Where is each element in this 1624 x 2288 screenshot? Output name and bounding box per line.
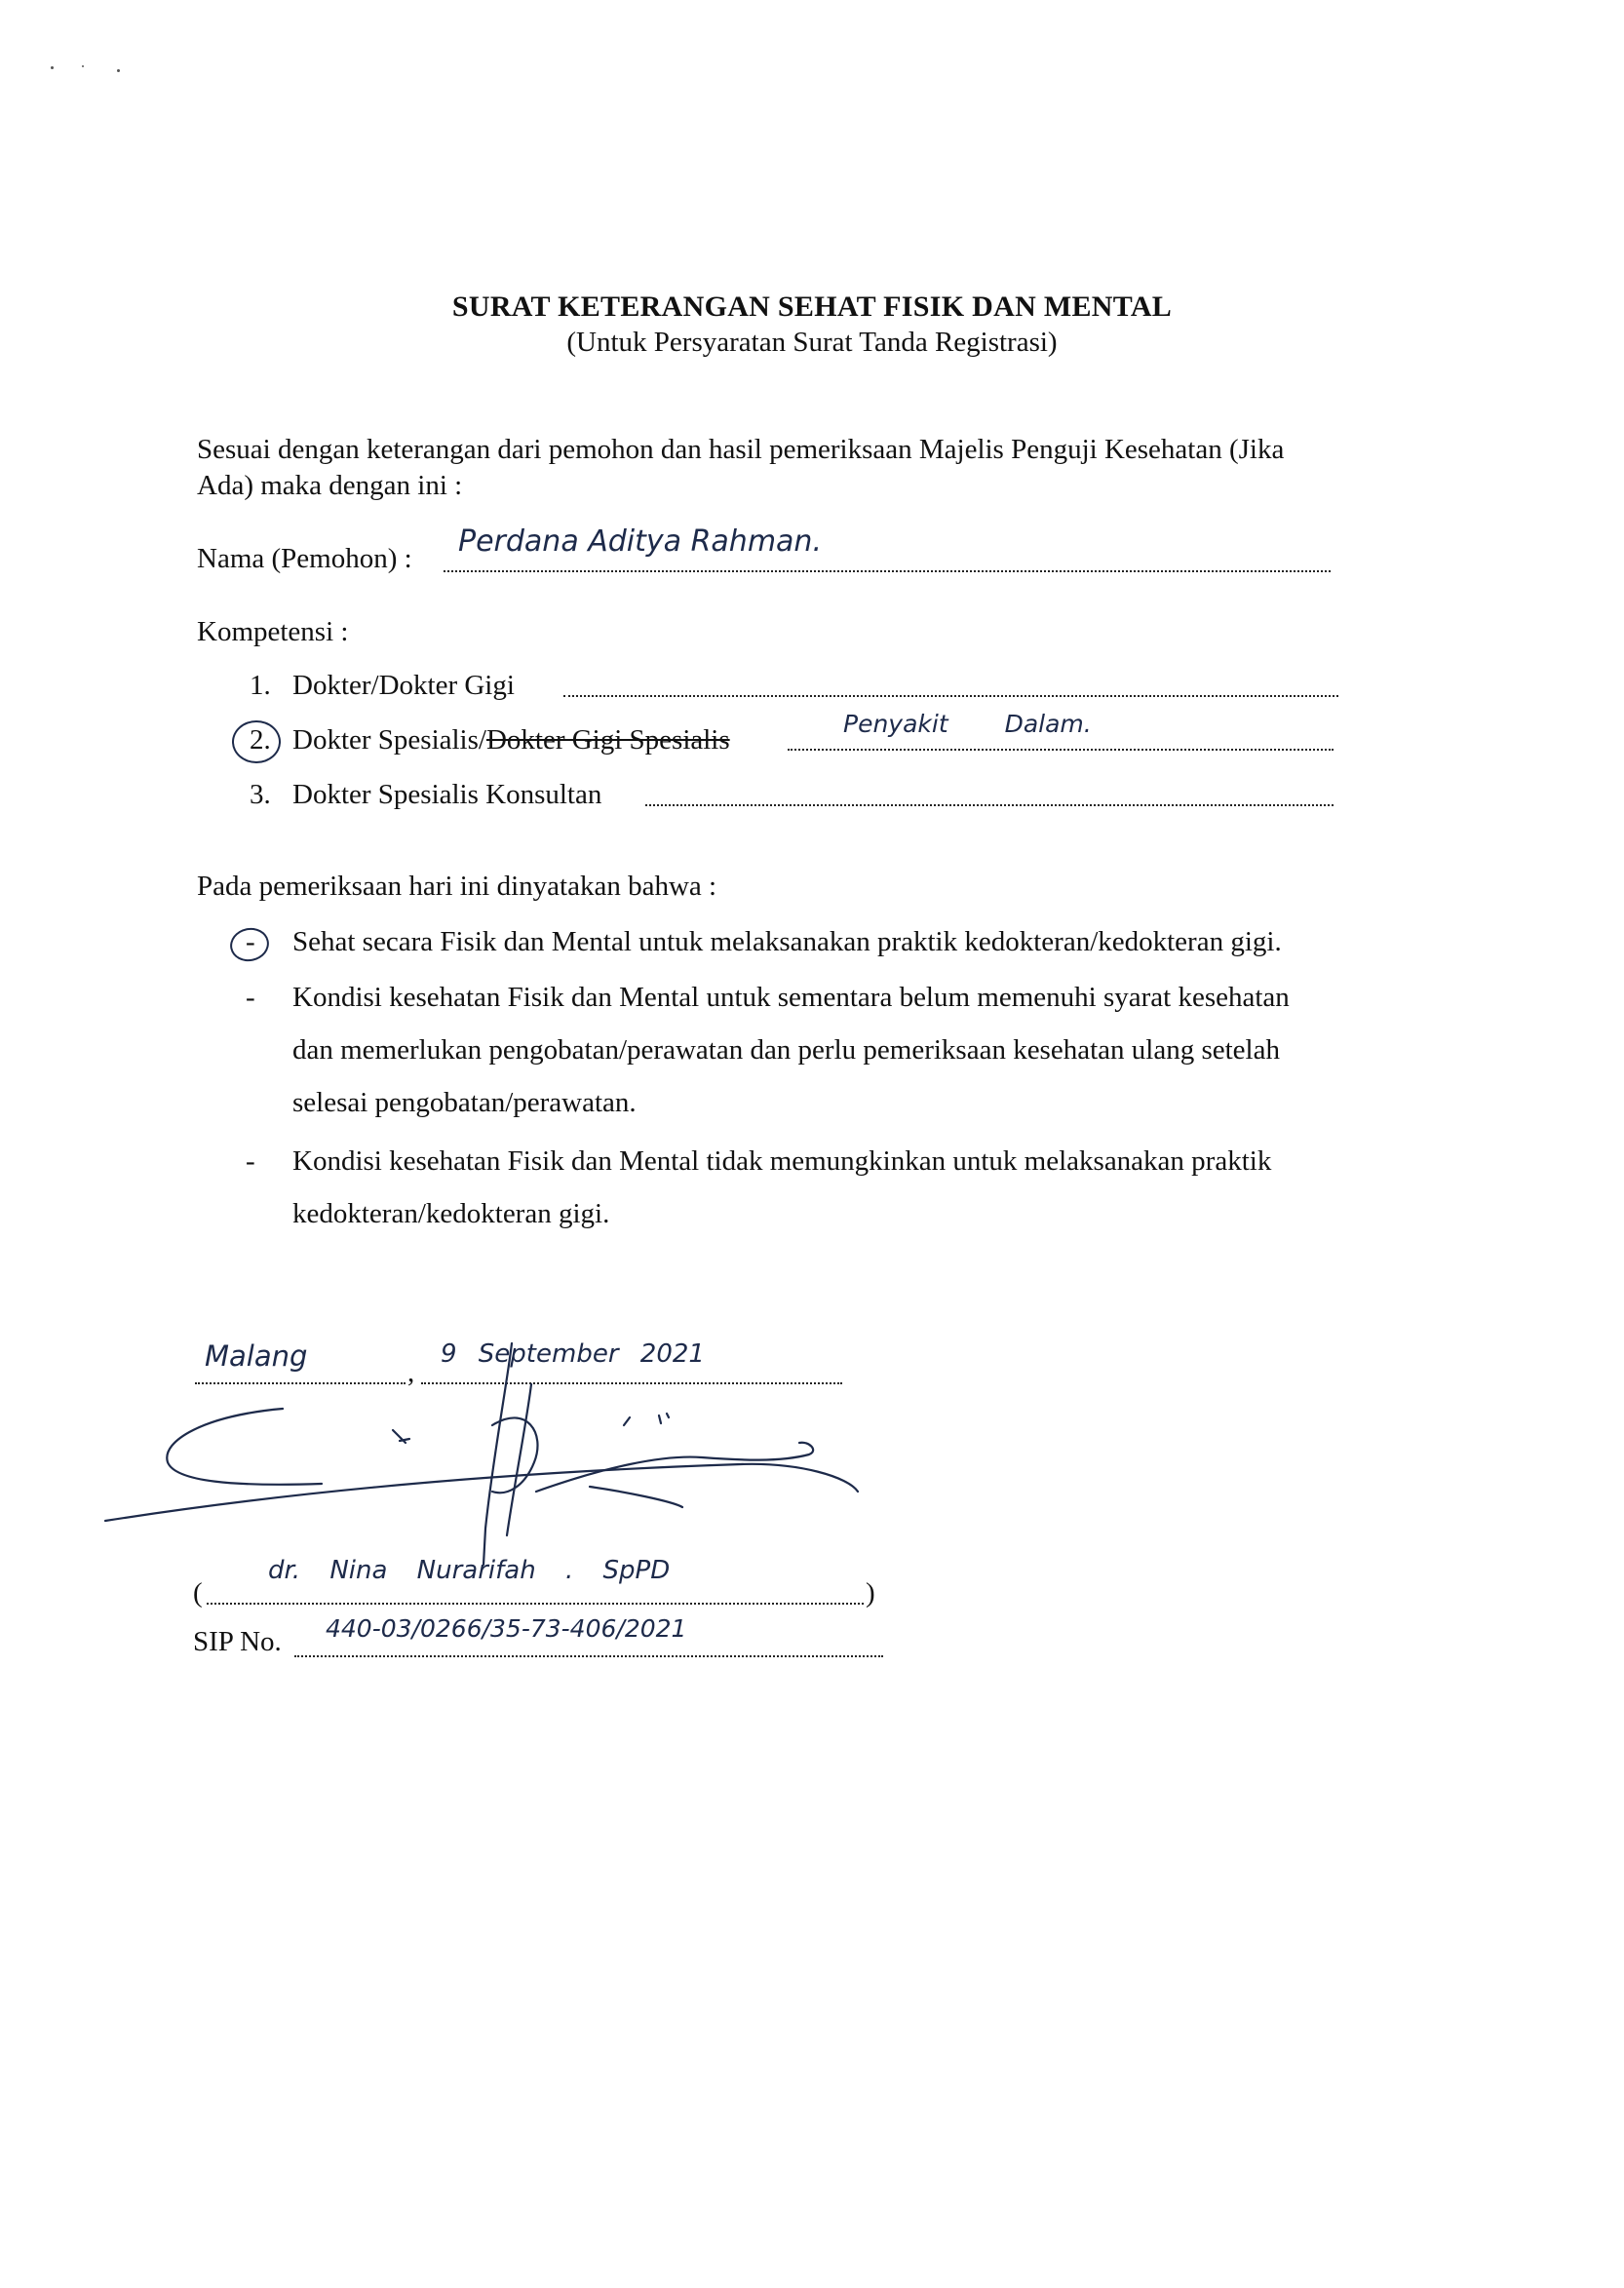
examination-label: Pada pemeriksaan hari ini dinyatakan bahwa : [197, 871, 717, 902]
document-title: SURAT KETERANGAN SEHAT FISIK DAN MENTAL [451, 291, 1173, 323]
option-2-line-3: selesai pengobatan/perawatan. [292, 1087, 637, 1118]
specialty-handwritten: Penyakit Dalam. [843, 710, 1092, 738]
place-date-separator: , [407, 1357, 415, 1388]
applicant-name-handwritten: Perdana Aditya Rahman. [458, 524, 822, 559]
signature-place-handwritten: Malang [205, 1339, 308, 1373]
signature-long-stroke [105, 1464, 858, 1521]
doctor-name-handwritten: dr. Nina Nurarifah . SpPD [268, 1556, 671, 1585]
doctor-name-open-paren: ( [193, 1577, 203, 1609]
kompetensi-number-2: 2. [250, 724, 271, 756]
kompetensi-number-3: 3. [250, 779, 271, 810]
sip-dotted-line [294, 1655, 883, 1657]
signature-mark [393, 1430, 409, 1443]
signature-loop-stroke [167, 1409, 322, 1485]
option-1-marker: - [246, 926, 255, 957]
signature-date-handwritten: 9 September 2021 [441, 1339, 705, 1369]
option-2-marker: - [246, 982, 255, 1013]
sip-label: SIP No. [193, 1626, 282, 1657]
option-3-line-1: Kondisi kesehatan Fisik dan Mental tidak memungkinkan untuk melaksanakan praktik [292, 1145, 1272, 1177]
sip-number-handwritten: 440-03/0266/35-73-406/2021 [326, 1614, 687, 1643]
kompetensi-item-2-struck: Dokter Gigi Spesialis [485, 724, 730, 756]
kompetensi-label: Kompetensi : [197, 616, 349, 647]
option-1-line-1: Sehat secara Fisik dan Mental untuk melaksanakan praktik kedokteran/kedokteran gigi. [292, 926, 1282, 957]
signature-vertical-stroke-2 [507, 1384, 531, 1535]
kompetensi-item-1: Dokter/Dokter Gigi [292, 670, 515, 701]
document-subtitle: (Untuk Persyaratan Surat Tanda Registrasi) [566, 327, 1058, 358]
option-3-line-2: kedokteran/kedokteran gigi. [292, 1198, 610, 1229]
intro-line-1: Sesuai dengan keterangan dari pemohon dan hasil pemeriksaan Majelis Penguji Kesehatan (Jika [197, 434, 1285, 465]
intro-line-2: Ada) maka dengan ini : [197, 470, 463, 501]
kompetensi-item-3: Dokter Spesialis Konsultan [292, 779, 602, 810]
doctor-name-close-paren: ) [866, 1577, 875, 1609]
signature-small-stroke [590, 1487, 682, 1507]
option-3-marker: - [246, 1145, 255, 1177]
doctor-name-dotted-line [207, 1603, 864, 1605]
kompetensi-number-1: 1. [250, 670, 271, 701]
applicant-label: Nama (Pemohon) : [197, 543, 412, 574]
kompetensi-item-2-text: Dokter Spesialis/ [292, 724, 486, 756]
option-2-line-2: dan memerlukan pengobatan/perawatan dan perlu pemeriksaan kesehatan ulang setelah [292, 1034, 1280, 1066]
option-2-line-1: Kondisi kesehatan Fisik dan Mental untuk sementara belum memenuhi syarat kesehatan [292, 982, 1290, 1013]
signature-dots [624, 1414, 669, 1425]
